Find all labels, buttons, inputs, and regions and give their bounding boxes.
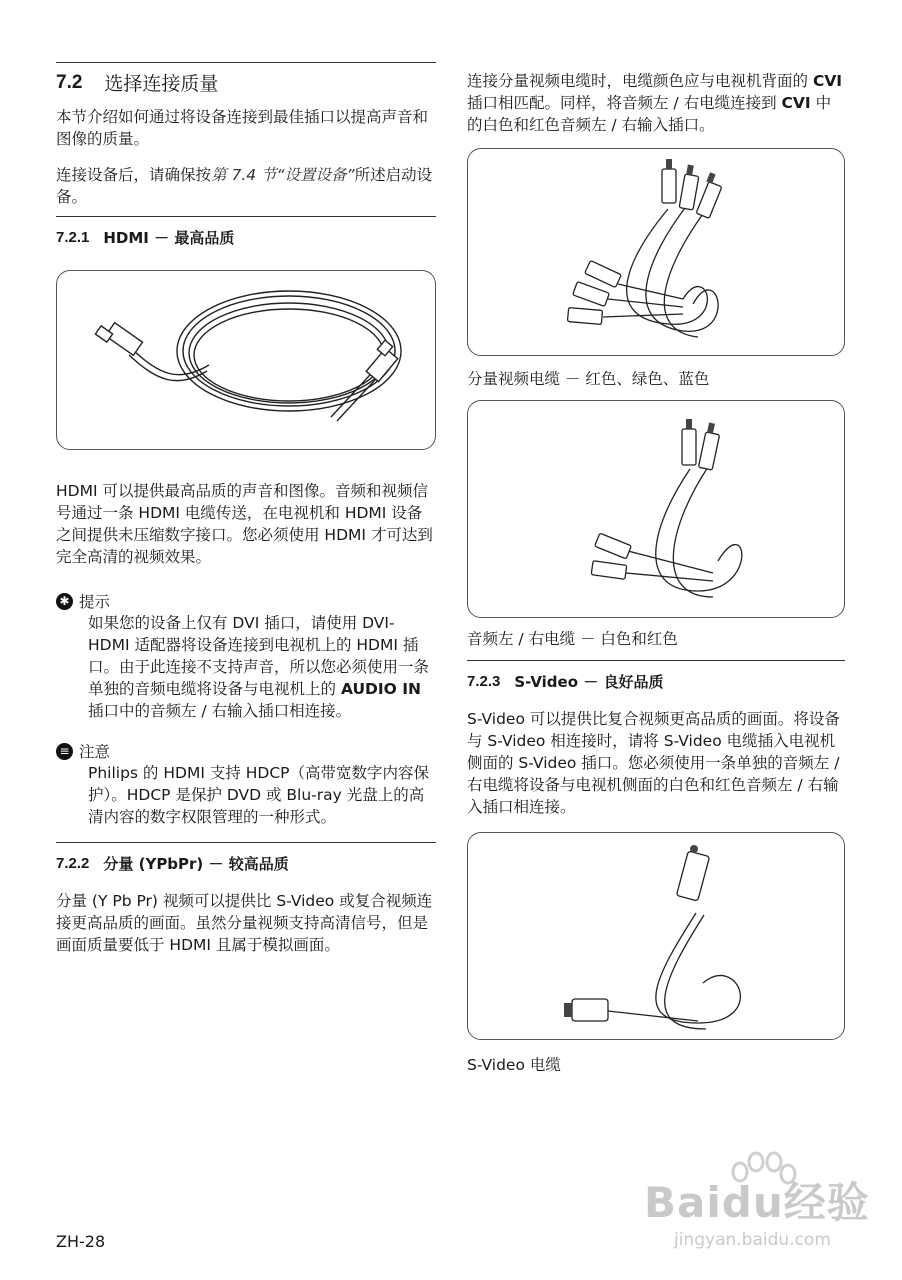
after-connect-prefix: 连接设备后，请确保按 bbox=[56, 166, 212, 184]
tip-block bbox=[56, 590, 436, 722]
tip-text-part1: 如果您的设备上仅有 DVI 插口，请使用 DVI-HDMI 适配器将设备连接到电视机上的 HDMI 插口。由于此连接不支持声音，所以您必须使用一条单独的音频电缆将设备与电视机上的 bbox=[88, 614, 430, 698]
note-label: 注意 bbox=[79, 743, 111, 761]
watermark-url: jingyan.baidu.com bbox=[674, 1230, 831, 1250]
cvi-bold-2: CVI bbox=[781, 94, 811, 112]
right-column bbox=[467, 70, 845, 1076]
component-cable-illustration bbox=[468, 149, 846, 355]
subsection-title: HDMI － 最高品质 bbox=[103, 229, 235, 247]
ypbpr-paragraph: 分量 (Y Pb Pr) 视频可以提供比 S-Video 或复合视频连接更高品质的画面。虽然分量视频支持高清信号，但是画面质量要低于 HDMI 且属于模拟画面。 bbox=[56, 892, 433, 954]
tip-text bbox=[56, 612, 436, 722]
subsection-number: 7.2.3 bbox=[467, 673, 501, 690]
cvi-bold-1: CVI bbox=[812, 72, 843, 90]
intro-paragraph: 本节介绍如何通过将设备连接到最佳插口以提高声音和图像的质量。 bbox=[56, 108, 429, 148]
subsection-heading-ypbpr bbox=[56, 843, 436, 874]
left-column bbox=[56, 62, 436, 956]
hdmi-cable-figure bbox=[56, 270, 436, 450]
tip-text-part2: 插口中的音频左 / 右输入插口相连接。 bbox=[88, 702, 352, 720]
hdmi-paragraph: HDMI 可以提供最高品质的声音和图像。音频和视频信号通过一条 HDMI 电缆传送，在电视机和 HDMI 设备之间提供未压缩数字接口。您必须使用 HDMI 才可达到完全高清的视频效果。 bbox=[56, 482, 433, 566]
svideo-cable-illustration bbox=[468, 833, 846, 1039]
section-heading bbox=[56, 63, 436, 96]
cvi-paragraph bbox=[467, 70, 845, 136]
cvi-text-part3: 中的白色和红色音频左 / 右输入插口。 bbox=[467, 94, 832, 134]
tip-header bbox=[56, 590, 436, 612]
subsection-title: 分量 (YPbPr) － 较高品质 bbox=[103, 855, 289, 873]
baidu-watermark bbox=[640, 1148, 870, 1258]
svideo-cable-figure bbox=[467, 832, 845, 1040]
page-number: ZH-28 bbox=[56, 1232, 106, 1251]
section-title: 选择连接质量 bbox=[104, 73, 219, 95]
cvi-text-part1: 连接分量视频电缆时，电缆颜色应与电视机背面的 bbox=[467, 72, 813, 90]
section-number: 7.2 bbox=[56, 71, 83, 93]
note-text: Philips 的 HDMI 支持 HDCP（高带宽数字内容保护）。HDCP 是保护 DVD 或 Blu-ray 光盘上的高清内容的数字权限管理的一种形式。 bbox=[88, 764, 430, 826]
audio-cable-illustration bbox=[468, 401, 846, 617]
component-cable-caption: 分量视频电缆 － 红色、绿色、蓝色 bbox=[467, 370, 710, 388]
cvi-text-part2: 插口相匹配。同样，将音频左 / 右电缆连接到 bbox=[467, 94, 782, 112]
component-cable-figure bbox=[467, 148, 845, 356]
watermark-brand: Baidu经验 bbox=[644, 1178, 870, 1227]
tip-text-bold: AUDIO IN bbox=[340, 680, 421, 698]
subsection-number: 7.2.2 bbox=[56, 855, 90, 872]
note-header bbox=[56, 740, 436, 762]
after-connect-suffix: 所述启动设备。 bbox=[56, 166, 433, 206]
after-connect-paragraph bbox=[56, 164, 436, 208]
subsection-number: 7.2.1 bbox=[56, 229, 90, 246]
hdmi-cable-illustration bbox=[57, 271, 437, 449]
note-block bbox=[56, 740, 436, 828]
svideo-paragraph: S-Video 可以提供比复合视频更高品质的画面。将设备与 S-Video 相连接时，请将 S-Video 电缆插入电视机侧面的 S-Video 插口。您必须使用一条单独的音频左 / 右电缆将设备与电视机侧面的白色和红色音频左 / 右输入插口相连接。 bbox=[467, 710, 840, 816]
note-icon: ≡ bbox=[56, 743, 73, 760]
tip-icon: ✱ bbox=[56, 593, 73, 610]
subsection-heading-hdmi bbox=[56, 217, 436, 248]
svideo-cable-caption: S-Video 电缆 bbox=[467, 1056, 561, 1074]
audio-cable-caption: 音频左 / 右电缆 － 白色和红色 bbox=[467, 630, 678, 648]
subsection-heading-svideo bbox=[467, 661, 845, 692]
tip-label: 提示 bbox=[79, 593, 111, 611]
subsection-title: S-Video － 良好品质 bbox=[514, 673, 664, 691]
section-ref-link[interactable]: 第 7.4 节“设置设备” bbox=[211, 166, 355, 184]
audio-cable-figure bbox=[467, 400, 845, 618]
